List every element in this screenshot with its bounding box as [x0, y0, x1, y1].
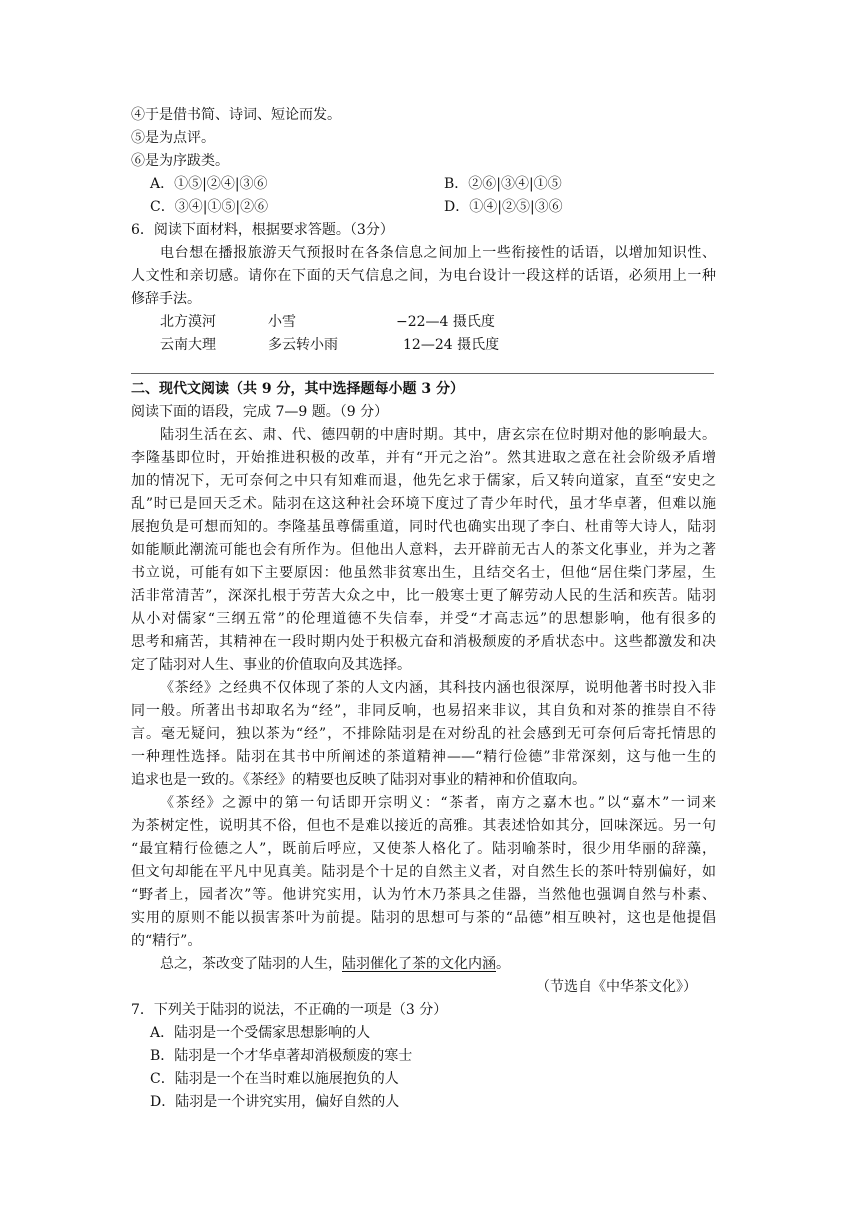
passage-line: 书立说，可能有如下主要原因：他虽然非贫寒出生，且结交名士，但他“居住柴门茅屋，生 — [131, 565, 716, 581]
weather-place: 云南大理 — [160, 337, 216, 353]
weather-temperature: 12—24 摄氏度 — [403, 337, 500, 353]
passage-line: 实用的原则不能以损害茶叶为前提。陆羽的思想可与茶的“品德”相互映衬，这也是他提倡 — [131, 910, 716, 926]
weather-condition: 多云转小雨 — [268, 337, 338, 353]
passage-line: 但文句却能在平凡中见真美。陆羽是个十足的自然主义者，对自然生长的茶叶特别偏好，如 — [131, 864, 716, 880]
passage-line: 如能顺此潮流可能也会有所作为。但他出人意料，去开辟前无古人的茶文化事业，并为之著 — [131, 542, 716, 558]
conclusion-text: 总之，茶改变了陆羽的人生， — [160, 956, 342, 972]
q7-option-b[interactable]: B．陆羽是一个才华卓著却消极颓废的寒士 — [150, 1048, 413, 1064]
q6-stem: 6．阅读下面材料，根据要求答题。（3分） — [131, 222, 394, 238]
underlined-phrase: 陆羽催化了茶的文化内涵 — [342, 956, 496, 972]
passage-conclusion — [160, 953, 510, 975]
passage-line: 言。毫无疑问，独以茶为“经”，不排除陆羽是在对纷乱的社会感到无可奈何后寄托情思的 — [131, 726, 716, 742]
q5-option-c[interactable]: C．③④|①⑤|②⑥ — [150, 199, 269, 215]
passage-line: 乱”时已是回天乏术。陆羽在这这种社会环境下度过了青少年时代，虽才华卓著，但难以施 — [131, 496, 716, 512]
section-title: 二、现代文阅读（共 9 分，其中选择题每小题 3 分） — [131, 381, 464, 397]
passage-source: （节选自《中华茶文化》） — [536, 979, 697, 995]
passage-line: 思考和痛苦，其精神在一段时期内处于积极亢奋和消极颓废的矛盾状态中。这些都激发和决 — [131, 634, 716, 650]
q5-option-d[interactable]: D．①④|②⑤|③⑥ — [444, 199, 563, 215]
q7-option-a[interactable]: A．陆羽是一个受儒家思想影响的人 — [150, 1025, 371, 1041]
q7-option-d[interactable]: D．陆羽是一个讲究实用，偏好自然的人 — [150, 1094, 400, 1110]
q5-option-a[interactable]: A．①⑤|②④|③⑥ — [150, 176, 268, 192]
passage-line: “野者上，园者次”等。他讲究实用，认为竹木乃茶具之佳器，当然他也强调自然与朴素、 — [131, 887, 716, 903]
q6-body-line: 修辞手法。 — [131, 291, 201, 307]
q6-body-line: 人文性和亲切感。请你在下面的天气信息之间，为电台设计一段这样的话语，必须用上一种 — [131, 268, 716, 284]
section-divider — [131, 373, 714, 374]
passage-line: 《茶经》之经典不仅体现了茶的人文内涵，其科技内涵也很深厚，说明他著书时投入非 — [160, 680, 716, 696]
q6-body-line: 电台想在播报旅游天气预报时在各条信息之间加上一些衔接性的话语，以增加知识性、 — [160, 245, 716, 261]
passage-line: 一种理性选择。陆羽在其书中所阐述的茶道精神——“精行俭德”非常深刻，这与他一生的 — [131, 749, 716, 765]
q7-option-c[interactable]: C．陆羽是一个在当时难以施展抱负的人 — [150, 1071, 399, 1087]
passage-line: 从小对儒家“三纲五常”的伦理道德不失信奉，并受“才高志远”的思想影响，他有很多的 — [131, 611, 716, 627]
q5-option-b[interactable]: B．②⑥|③④|①⑤ — [444, 176, 562, 192]
passage-line: “最宜精行俭德之人”，既前后呼应，又使茶人格化了。陆羽喻茶时，很少用华丽的辞藻， — [131, 841, 716, 857]
conclusion-end: 。 — [496, 956, 510, 972]
section-intro: 阅读下面的语段，完成 7—9 题。（9 分） — [131, 404, 389, 420]
passage-line: 的“精行”。 — [131, 933, 202, 949]
passage-line: 陆羽生活在玄、肃、代、德四朝的中唐时期。其中，唐玄宗在位时期对他的影响最大。 — [160, 427, 716, 443]
passage-line: 加的情况下，无可奈何之中只有知难而退，他先乞求于儒家，后又转向道家，直至“安史之 — [131, 473, 716, 489]
passage-line: 活非常清苦”，深深扎根于劳苦大众之中，比一般寒士更了解劳动人民的生活和疾苦。陆羽 — [131, 588, 716, 604]
weather-place: 北方漠河 — [160, 314, 216, 330]
q5-item-4: ④于是借书简、诗词、短论而发。 — [131, 107, 341, 123]
weather-temperature: −22—4 摄氏度 — [396, 314, 495, 330]
passage-line: 展抱负是可想而知的。李隆基虽尊儒重道，同时代也确实出现了李白、杜甫等大诗人，陆羽 — [131, 519, 716, 535]
passage-line: 为茶树定性，说明其不俗，但也不是难以接近的高雅。其表述恰如其分，回味深远。另一句 — [131, 818, 716, 834]
q7-stem: 7．下列关于陆羽的说法，不正确的一项是（3 分） — [131, 1002, 448, 1018]
passage-line: 追求也是一致的。《茶经》的精要也反映了陆羽对事业的精神和价值取向。 — [131, 772, 586, 788]
weather-condition: 小雪 — [268, 314, 296, 330]
q5-item-5: ⑤是为点评。 — [131, 130, 215, 146]
passage-line: 同一般。所著出书却取名为“经”，非同反响，也易招来非议，其自负和对茶的推崇自不待 — [131, 703, 716, 719]
passage-line: 定了陆羽对人生、事业的价值取向及其选择。 — [131, 657, 411, 673]
q5-item-6: ⑥是为序跋类。 — [131, 153, 229, 169]
passage-line: 《茶经》之源中的第一句话即开宗明义：“茶者，南方之嘉木也。”以“嘉木”一词来 — [160, 795, 716, 811]
passage-line: 李隆基即位时，开始推进积极的改革，并有“开元之治”。然其进取之意在社会阶级矛盾增 — [131, 450, 716, 466]
